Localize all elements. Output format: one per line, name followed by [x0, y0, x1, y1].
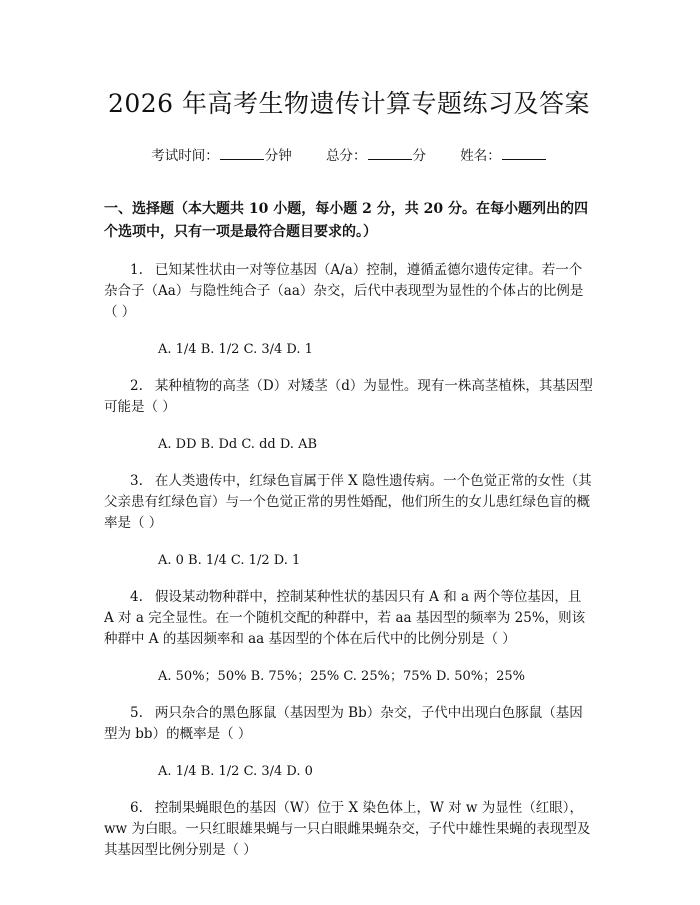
question-text — [104, 798, 594, 861]
answer-options: A. 1/4 B. 1/2 C. 3/4 D. 1 — [158, 342, 313, 357]
exam-info-line — [104, 144, 594, 164]
question-item — [104, 260, 594, 360]
question-number: 4. — [130, 589, 143, 605]
answer-options: A. DD B. Dd C. dd D. AB — [158, 437, 318, 452]
total-score-field — [326, 148, 432, 164]
student-name-blank — [502, 147, 546, 160]
question-body: 已知某性状由一对等位基因（A/a）控制，遵循孟德尔遗传定律。若一个杂合子（Aa）与隐性纯合子（aa）杂交，后代中表现型为显性的个体占的比例是（ ） — [104, 262, 584, 320]
question-body: 某种植物的高茎（D）对矮茎（d）为显性。现有一株高茎植株，其基因型可能是（ ） — [104, 378, 593, 415]
question-number: 5. — [130, 705, 143, 721]
question-body: 控制果蝇眼色的基因（W）位于 X 染色体上，W 对 w 为显性（红眼），ww 为白眼。一只红眼雄果蝇与一只白眼雌果蝇杂交，子代中雄性果蝇的表现型及其基因型比例分别是（ ） — [104, 800, 591, 858]
question-text — [104, 260, 594, 323]
question-text — [104, 376, 594, 418]
question-number: 3. — [130, 473, 143, 489]
exam-time-blank — [220, 147, 264, 160]
question-item — [104, 587, 594, 687]
question-list — [104, 260, 594, 861]
question-body: 两只杂合的黑色豚鼠（基因型为 Bb）杂交，子代中出现白色豚鼠（基因型为 bb）的概率是（ ） — [104, 705, 583, 742]
student-name-label: 姓名： — [460, 148, 501, 164]
answer-options: A. 0 B. 1/4 C. 1/2 D. 1 — [158, 553, 301, 568]
question-text — [104, 703, 594, 745]
total-score-unit: 分 — [412, 148, 426, 164]
question-item — [104, 703, 594, 782]
question-body: 假设某动物种群中，控制某种性状的基因只有 A 和 a 两个等位基因，且 A 对 a 完全显性。在一个随机交配的种群中，若 aa 基因型的频率为 25%，则该种群中 A 的基因频率和 aa 基因型的个体在后代中的比例分别是（ ） — [104, 589, 586, 647]
question-item — [104, 798, 594, 861]
question-text — [104, 587, 594, 650]
question-item — [104, 376, 594, 455]
question-item — [104, 471, 594, 571]
section-heading: 一、选择题（本大题共 10 小题，每小题 2 分，共 20 分。在每小题列出的四个选项中，只有一项是最符合题目要求的。） — [104, 201, 588, 240]
document-title: 2026 年高考生物遗传计算专题练习及答案 — [107, 89, 591, 118]
total-score-label: 总分： — [326, 148, 367, 164]
exam-time-field — [151, 148, 298, 164]
exam-time-label: 考试时间： — [151, 148, 219, 164]
answer-options: A. 1/4 B. 1/2 C. 3/4 D. 0 — [158, 764, 313, 779]
question-number: 6. — [130, 800, 143, 816]
answer-options: A. 50%；50% B. 75%；25% C. 25%；75% D. 50%；25% — [158, 669, 525, 684]
question-number: 2. — [130, 378, 143, 394]
question-number: 1. — [130, 262, 143, 278]
student-name-field — [460, 148, 547, 164]
question-body: 在人类遗传中，红绿色盲属于伴 X 隐性遗传病。一个色觉正常的女性（其父亲患有红绿色盲）与一个色觉正常的男性婚配，他们所生的女儿患红绿色盲的概率是（ ） — [104, 473, 592, 531]
exam-time-unit: 分钟 — [264, 148, 292, 164]
question-text — [104, 471, 594, 534]
total-score-blank — [368, 147, 412, 160]
